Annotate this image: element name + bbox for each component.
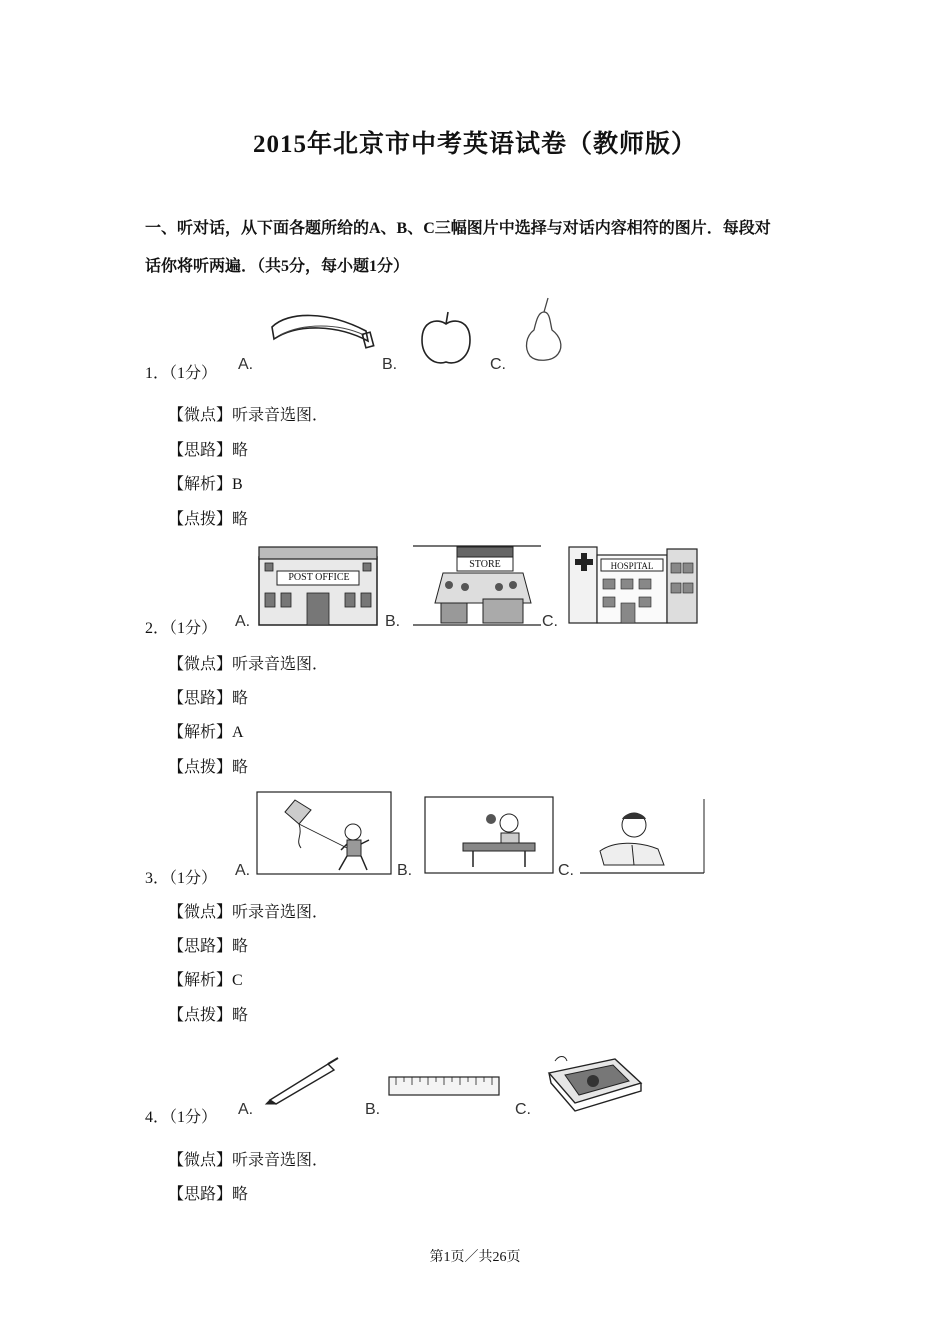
store-picture — [413, 543, 541, 627]
dianbo-line: 【点拨】略 — [168, 511, 249, 528]
weidian-line: 【微点】听录音选图． — [168, 904, 329, 921]
option-b-label: B. — [382, 356, 398, 373]
hospital-picture — [567, 543, 700, 627]
option-c-label: C. — [490, 356, 506, 373]
hospital-sign: HOSPITAL — [610, 561, 654, 571]
weidian-line: 【微点】听录音选图． — [168, 656, 329, 673]
jiexi-line: 【解析】C — [168, 972, 243, 989]
post-office-sign: POST OFFICE — [288, 572, 350, 583]
boy-flying-kite-picture — [255, 790, 393, 878]
pencil-case-icon — [545, 1053, 645, 1115]
jiexi-line: 【解析】B — [168, 476, 243, 493]
page-title: 2015年北京市中考英语试卷（教师版） — [252, 131, 697, 158]
option-a-label: A. — [238, 356, 254, 373]
pencil-icon — [262, 1056, 342, 1106]
question-number: 1．（1分） — [145, 365, 218, 382]
option-c-label: C. — [558, 862, 574, 879]
post-office-picture — [255, 543, 381, 627]
option-a-label: A. — [238, 1101, 254, 1118]
banana-icon — [268, 305, 378, 355]
option-b-label: B. — [385, 613, 401, 630]
silu-line: 【思路】略 — [168, 938, 249, 955]
jiexi-line: 【解析】A — [168, 724, 244, 741]
silu-line: 【思路】略 — [168, 1186, 249, 1203]
boy-playing-ping-pong-picture — [423, 795, 555, 877]
option-a-label: A. — [235, 613, 251, 630]
question-number: 4．（1分） — [145, 1109, 218, 1126]
silu-line: 【思路】略 — [168, 442, 249, 459]
question-number: 2．（1分） — [145, 620, 218, 637]
option-c-label: C. — [542, 613, 558, 630]
ruler-icon — [388, 1075, 500, 1097]
weidian-line: 【微点】听录音选图． — [168, 1152, 329, 1169]
dianbo-line: 【点拨】略 — [168, 759, 249, 776]
option-b-label: B. — [397, 862, 413, 879]
option-c-label: C. — [515, 1101, 531, 1118]
silu-line: 【思路】略 — [168, 690, 249, 707]
option-a-label: A. — [235, 862, 251, 879]
apple-icon — [418, 310, 474, 368]
weidian-line: 【微点】听录音选图． — [168, 407, 329, 424]
question-number: 3．（1分） — [145, 870, 218, 887]
section-instruction — [145, 210, 825, 286]
section-line-1: 一、听对话，从下面各题所给的A、B、C三幅图片中选择与对话内容相符的图片．每段对 — [145, 220, 771, 237]
boy-reading-picture — [578, 795, 706, 875]
dianbo-line: 【点拨】略 — [168, 1007, 249, 1024]
section-line-2: 话你将听两遍．（共5分，每小题1分） — [145, 258, 410, 275]
option-b-label: B. — [365, 1101, 381, 1118]
pear-icon — [518, 296, 566, 364]
store-sign: STORE — [469, 559, 501, 570]
page-footer: 第1页／共26页 — [429, 1250, 521, 1265]
